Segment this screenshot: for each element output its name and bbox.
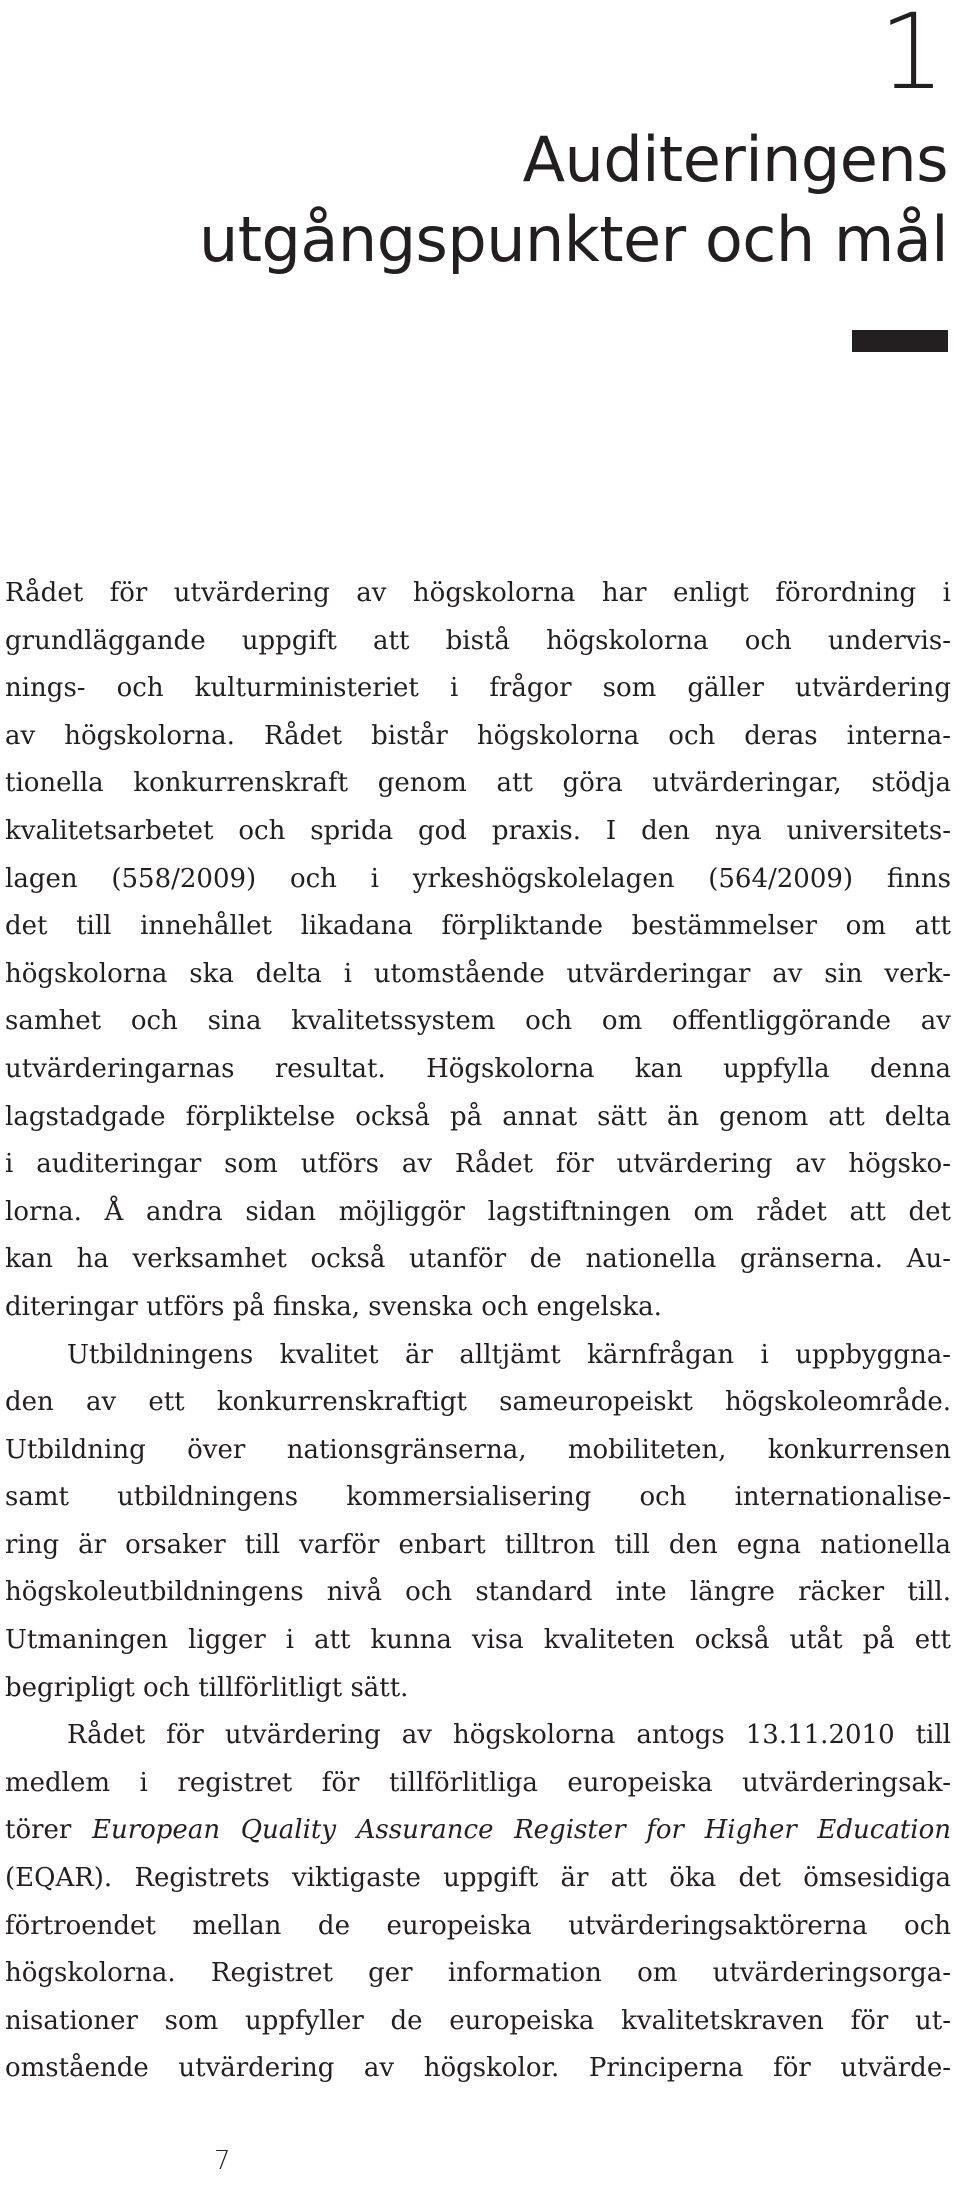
text-line: i auditeringar som utförs av Rådet för utvärdering av högsko- bbox=[5, 1149, 951, 1180]
text-line: Utbildning över nationsgränserna, mobiliteten, konkurrensen bbox=[5, 1434, 951, 1465]
text-line: högskolorna. Registret ger information om utvärderingsorga- bbox=[5, 1958, 951, 1989]
chapter-title bbox=[48, 120, 948, 280]
text-line: Rådet för utvärdering av högskolorna har enligt förordning i bbox=[5, 578, 951, 608]
text-line: högskolorna ska delta i utomstående utvärderingar av sin verk- bbox=[5, 958, 951, 989]
text-line: (EQAR). Registrets viktigaste uppgift är att öka det ömsesidiga bbox=[5, 1863, 951, 1894]
text-line: lagstadgade förpliktelse också på annat sätt än genom att delta bbox=[5, 1101, 951, 1132]
chapter-title-line: Auditeringens bbox=[522, 123, 948, 196]
text-line: ring är orsaker till varför enbart tilltron till den egna nationella bbox=[5, 1529, 951, 1560]
text-line: samhet och sina kvalitetssystem och om offentliggörande av bbox=[5, 1006, 951, 1037]
text-line: utvärderingarnas resultat. Högskolorna kan uppfylla denna bbox=[5, 1053, 951, 1084]
body-text bbox=[5, 570, 951, 2093]
text-line: omstående utvärdering av högskolor. Principerna för utvärde- bbox=[5, 2053, 951, 2084]
text-line: nisationer som uppfyller de europeiska kvalitetskraven för ut- bbox=[5, 2005, 951, 2036]
text-line: diteringar utförs på finska, svenska och engelska. bbox=[5, 1291, 662, 1322]
text-fragment: törer bbox=[5, 1815, 92, 1846]
text-line: den av ett konkurrenskraftigt sameuropeiskt högskoleområde. bbox=[5, 1387, 951, 1418]
text-line: medlem i registret för tillförlitliga europeiska utvärderingsak- bbox=[5, 1767, 951, 1798]
text-line: begripligt och tillförlitligt sätt. bbox=[5, 1672, 409, 1703]
register-name-italic: European Quality Assurance Register for Higher Education bbox=[91, 1815, 951, 1846]
text-line: det till innehållet likadana förpliktande bestämmelser om att bbox=[5, 911, 951, 942]
text-line: högskoleutbildningens nivå och standard inte längre räcker till. bbox=[5, 1577, 951, 1608]
text-line: tionella konkurrenskraft genom att göra utvärderingar, stödja bbox=[5, 768, 951, 799]
text-line: samt utbildningens kommersialisering och internationalise- bbox=[5, 1482, 951, 1513]
page-number: 7 bbox=[214, 2146, 231, 2176]
text-line: Utmaningen ligger i att kunna visa kvaliteten också utåt på ett bbox=[5, 1625, 951, 1656]
chapter-number: 1 bbox=[878, 0, 945, 113]
text-line: grundläggande uppgift att bistå högskolorna och undervis- bbox=[5, 625, 951, 656]
text-line: förtroendet mellan de europeiska utvärderingsaktörerna och bbox=[5, 1910, 951, 1941]
text-line: nings- och kulturministeriet i frågor som gäller utvärdering bbox=[5, 673, 951, 704]
text-line: lagen (558/2009) och i yrkeshögskolelagen (564/2009) finns bbox=[5, 863, 951, 894]
text-line: kvalitetsarbetet och sprida god praxis. I den nya universitets- bbox=[5, 815, 951, 846]
text-line: av högskolorna. Rådet bistår högskolorna och deras interna- bbox=[5, 720, 951, 751]
text-line: Rådet för utvärdering av högskolorna antogs 13.11.2010 till bbox=[67, 1720, 951, 1751]
text-line: kan ha verksamhet också utanför de nationella gränserna. Au- bbox=[5, 1244, 951, 1275]
chapter-title-line: utgångspunkter och mål bbox=[198, 203, 948, 276]
text-line: Utbildningens kvalitet är alltjämt kärnfrågan i uppbyggna- bbox=[67, 1339, 951, 1370]
title-underline-bar bbox=[852, 330, 948, 352]
text-line bbox=[5, 1807, 951, 1855]
text-line: lorna. Å andra sidan möjliggör lagstiftningen om rådet att det bbox=[5, 1196, 951, 1227]
